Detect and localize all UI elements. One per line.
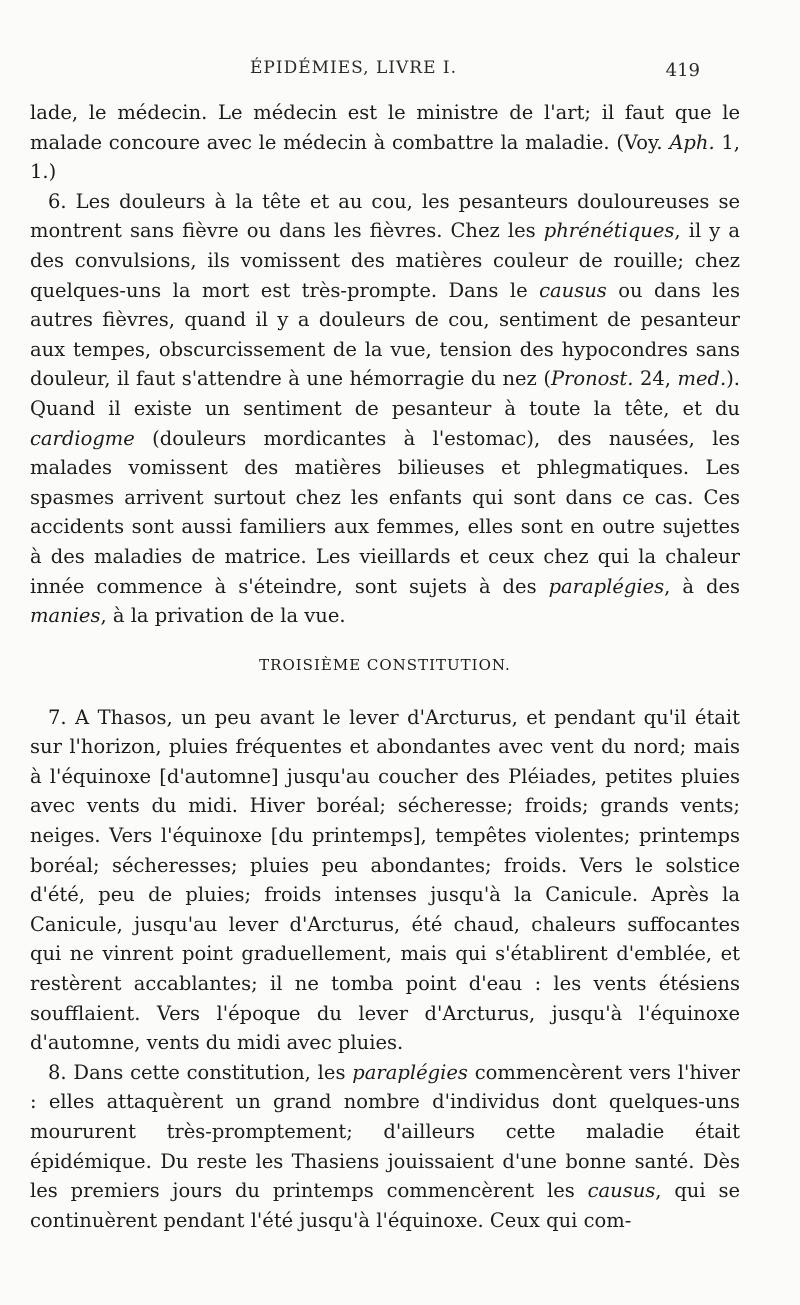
running-title: ÉPIDÉMIES, LIVRE I. <box>250 58 457 78</box>
paragraph-6: 6. Les douleurs à la tête et au cou, les pesanteurs douloureuses se montrent sans fièvre ou dans les fièvres. Chez les phrénétiques, il y a des convulsions, ils vomissent des matières couleur de rouille; chez quelques-uns la mort est très-prompte. Dans le causus ou dans les autres fièvres, quand il y a douleurs de cou, sentiment de pesanteur aux tempes, obscurcissement de la vue, tension des hypocondres sans douleur, il faut s'attendre à une hémorragie du nez (Pronost. 24, med.). Quand il existe un sentiment de pesanteur à toute la tête, et du cardiogme (douleurs mordicantes à l'estomac), des nausées, les malades vomissent des matières bilieuses et phlegmatiques. Les spasmes arrivent surtout chez les enfants qui sont dans ce cas. Ces accidents sont aussi familiers aux femmes, elles sont en outre sujettes à des maladies de matrice. Les vieillards et ceux chez qui la chaleur innée commence à s'éteindre, sont sujets à des paraplégies, à des manies, à la privation de la vue. <box>30 189 740 628</box>
paragraph-continuation: lade, le médecin. Le médecin est le ministre de l'art; il faut que le malade concoure avec le médecin à combattre la maladie. (Voy. Aph. 1, 1.) <box>30 101 740 184</box>
page-number: 419 <box>665 60 700 81</box>
section-heading: TROISIÈME CONSTITUTION. <box>259 655 511 674</box>
paragraph-7: 7. A Thasos, un peu avant le lever d'Arcturus, et pendant qu'il était sur l'horizon, pluies fréquentes et abondantes avec vent du nord; mais à l'équinoxe [d'automne] jusqu'au coucher des Pléiades, petites pluies avec vents du midi. Hiver boréal; sécheresse; froids; grands vents; neiges. Vers l'équinoxe [du printemps], tempêtes violentes; printemps boréal; sécheresses; pluies peu abondantes; froids. Vers le solstice d'été, peu de pluies; froids intenses jusqu'à la Canicule. Après la Canicule, jusqu'au lever d'Arcturus, été chaud, chaleurs suffocantes qui ne vinrent point graduellement, mais qui s'établirent d'emblée, et restèrent accablantes; il ne tomba point d'eau : les vents étésiens soufflaient. Vers l'époque du lever d'Arcturus, jusqu'à l'équinoxe d'automne, vents du midi avec pluies. <box>30 705 740 1055</box>
page-header <box>0 58 800 88</box>
body-text <box>30 98 740 1235</box>
paragraph-8: 8. Dans cette constitution, les paraplégies commencèrent vers l'hiver : elles attaquèrent un grand nombre d'individus dont quelques-uns moururent très-promptement; d'ailleurs cette maladie était épidémique. Du reste les Thasiens jouissaient d'une bonne santé. Dès les premiers jours du printemps commencèrent les causus, qui se continuèrent pendant l'été jusqu'à l'équinoxe. Ceux qui com- <box>30 1060 741 1232</box>
